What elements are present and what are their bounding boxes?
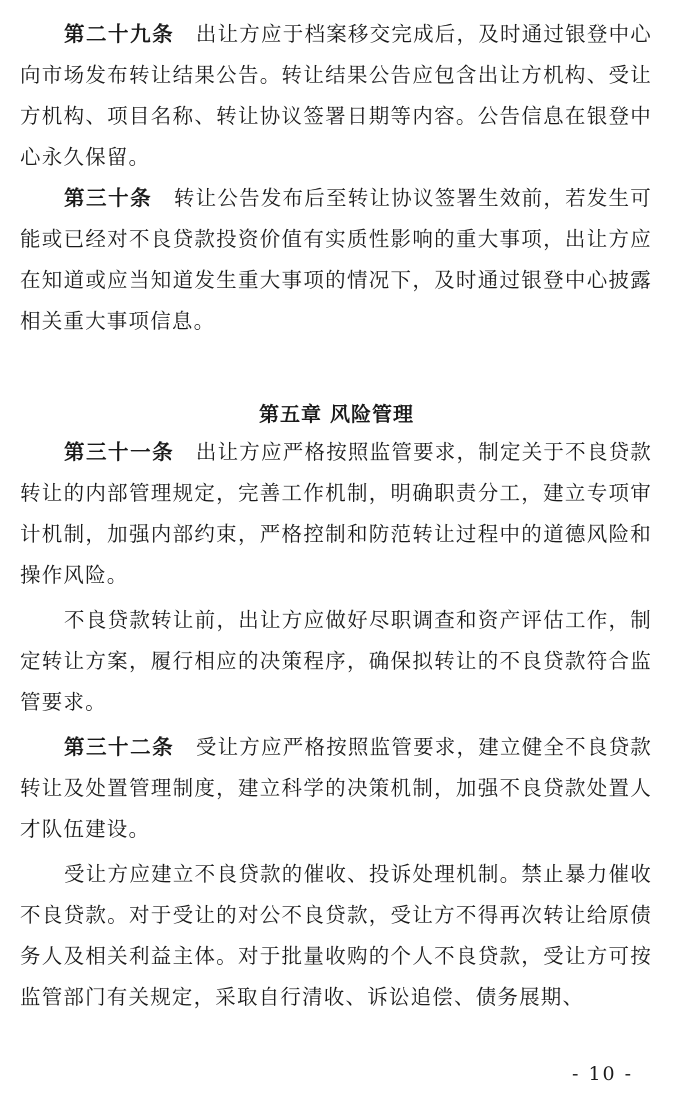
article-30-text: 转让公告发布后至转让协议签署生效前，若发生可能或已经对不良贷款投资价值有实质性影响的重大事项，出让方应在知道或应当知道发生重大事项的情况下，及时通过银登中心披露相关重大事项信息。: [20, 186, 652, 333]
chapter-title: 第五章 风险管理: [259, 402, 414, 426]
article-29-text: 出让方应于档案移交完成后，及时通过银登中心向市场发布转让结果公告。转让结果公告应包含出让方机构、受让方机构、项目名称、转让协议签署日期等内容。公告信息在银登中心永久保留。: [20, 22, 653, 169]
article-32-paragraph: [20, 727, 652, 850]
article-32-second-text: 受让方应建立不良贷款的催收、投诉处理机制。禁止暴力催收不良贷款。对于受让的对公不良贷款，受让方不得再次转让给原债务人及相关利益主体。对于批量收购的个人不良贷款，受让方可按监管部门有关规定，采取自行清收、诉讼追偿、债务展期、: [20, 862, 652, 1009]
article-32-label: 第三十二条: [64, 735, 175, 759]
article-30-label: 第三十条: [64, 186, 153, 210]
article-31-paragraph: [20, 432, 652, 596]
article-29-label: 第二十九条: [64, 22, 175, 46]
article-31-second-text: 不良贷款转让前，出让方应做好尽职调查和资产评估工作，制定转让方案，履行相应的决策程序，确保拟转让的不良贷款符合监管要求。: [20, 608, 652, 714]
article-31-label: 第三十一条: [64, 440, 175, 464]
article-32-text: 受让方应严格按照监管要求，建立健全不良贷款转让及处置管理制度，建立科学的决策机制，加强不良贷款处置人才队伍建设。: [20, 735, 653, 841]
article-31-second-paragraph: [20, 600, 652, 723]
page-number: - 10 -: [572, 1063, 634, 1085]
article-30-paragraph: [20, 178, 652, 342]
article-29-paragraph: [20, 14, 652, 178]
article-32-second-paragraph: [20, 854, 652, 1018]
article-31-text: 出让方应严格按照监管要求，制定关于不良贷款转让的内部管理规定，完善工作机制，明确职责分工，建立专项审计机制，加强内部约束，严格控制和防范转让过程中的道德风险和操作风险。: [20, 440, 653, 587]
